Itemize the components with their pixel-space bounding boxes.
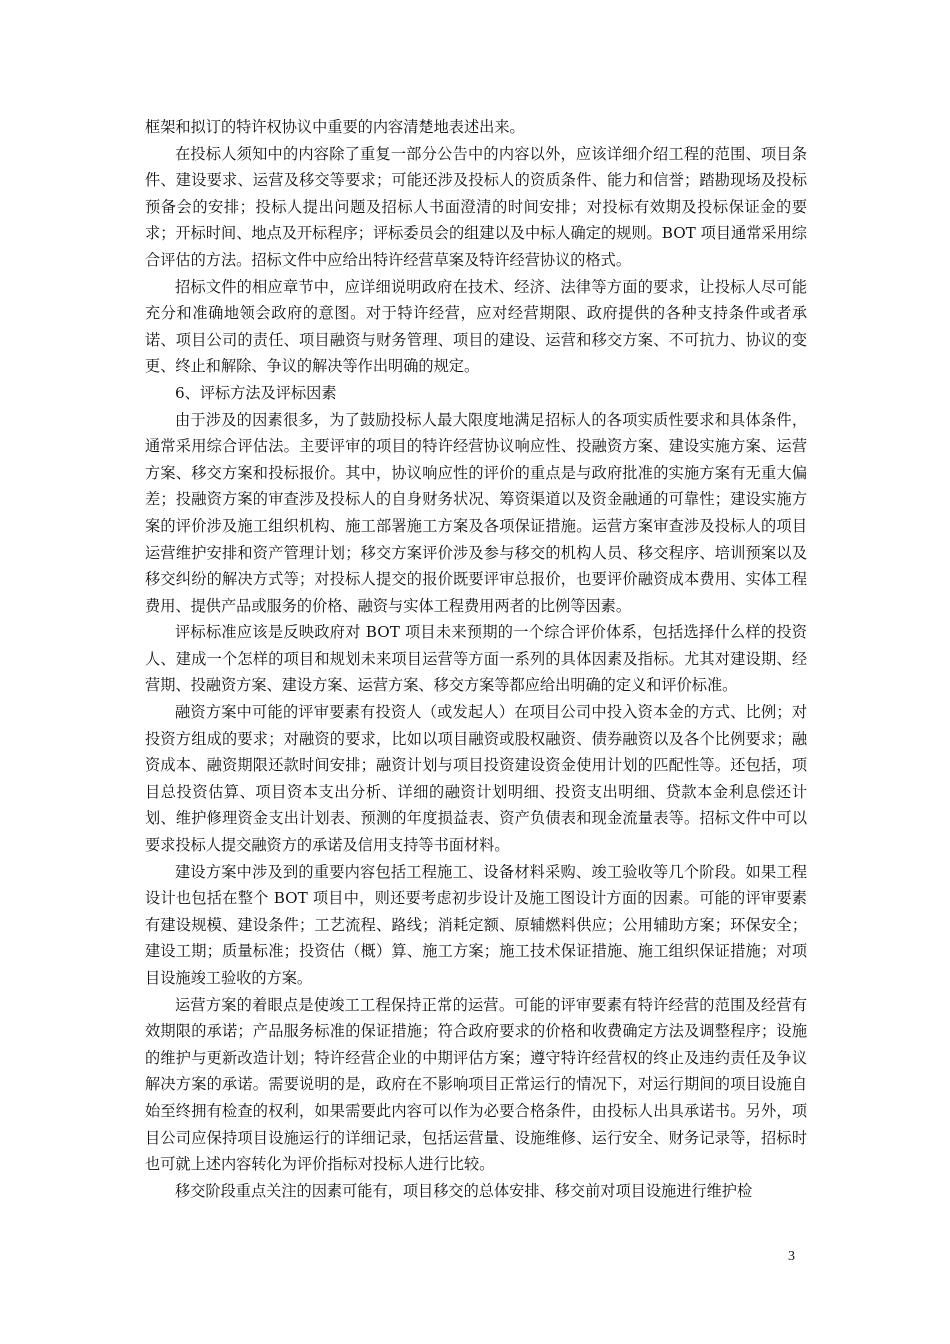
paragraph-bidder-instructions: 在投标人须知中的内容除了重复一部分公告中的内容以外，应该详细介绍工程的范围、项目条件、建设要求、运营及移交等要求；可能还涉及投标人的资质条件、能力和信誉；踏勘现场及投标预备会的安排；投标人提出问题及招标人书面澄清的时间安排；对投标有效期及投标保证金的要求；开标时间、地点及开标程序；评标委员会的组建以及中标人确定的规则。BOT 项目通常采用综合评估的方法。招标文件中应给出特许经营草案及特许经营协议的格式。	[145, 144, 807, 269]
paragraph-construction-plan: 建设方案中涉及到的重要内容包括工程施工、设备材料采购、竣工验收等几个阶段。如果工程设计也包括在整个 BOT 项目中，则还要考虑初步设计及施工图设计方面的因素。可能的评审要素有建设规模、建设条件；工艺流程、路线；消耗定额、原辅燃料供应；公用辅助方案；环保安全；建设工期；质量标准；投资估（概）算、施工方案；施工技术保证措施、施工组织保证措施；对项目设施竣工验收的方案。	[145, 862, 807, 987]
paragraph-tender-sections: 招标文件的相应章节中，应详细说明政府在技术、经济、法律等方面的要求，让投标人尽可能充分和准确地领会政府的意图。对于特许经营，应对经营期限、政府提供的各种支持条件或者承诺、项目公司的责任、项目融资与财务管理、项目的建设、运营和移交方案、不可抗力、协议的变更、终止和解除、争议的解决等作出明确的规定。	[145, 277, 807, 376]
document-body	[145, 114, 807, 1204]
paragraph-financing-plan: 融资方案中可能的评审要素有投资人（或发起人）在项目公司中投入资本金的方式、比例；对投资方组成的要求；对融资的要求，比如以项目融资或股权融资、债券融资以及各个比例要求；融资成本、融资期限还款时间安排；融资计划与项目投资建设资金使用计划的匹配性等。还包括，项目总投资估算、项目资本支出分析、详细的融资计划明细、投资支出明细、贷款本金利息偿还计划、维护修理资金支出计划表、预测的年度损益表、资产负债表和现金流量表等。招标文件中可以要求投标人提交融资方的承诺及信用支持等书面材料。	[145, 703, 807, 855]
paragraph-evaluation-method: 由于涉及的因素很多，为了鼓励投标人最大限度地满足招标人的各项实质性要求和具体条件，通常采用综合评估法。主要评审的项目的特许经营协议响应性、投融资方案、建设实施方案、运营方案、移交方案和投标报价。其中，协议响应性的评价的重点是与政府批准的实施方案有无重大偏差；投融资方案的审查涉及投标人的自身财务状况、筹资渠道以及资金融通的可靠性；建设实施方案的评价涉及施工组织机构、施工部署施工方案及各项保证措施。运营方案审查涉及投标人的项目运营维护安排和资产管理计划；移交方案评价涉及参与移交的机构人员、移交程序、培训预案以及移交纠纷的解决方式等；对投标人提交的报价既要评审总报价，也要评价融资成本费用、实体工程费用、提供产品或服务的价格、融资与实体工程费用两者的比例等因素。	[145, 410, 807, 615]
paragraph-continued: 框架和拟订的特许权协议中重要的内容清楚地表述出来。	[145, 118, 525, 136]
paragraph-evaluation-standard: 评标标准应该是反映政府对 BOT 项目未来预期的一个综合评价体系，包括选择什么样的投资人、建成一个怎样的项目和规划未来项目运营等方面一系列的具体因素及指标。尤其对建设期、经营期、投融资方案、建设方案、运营方案、移交方案等都应给出明确的定义和评价标准。	[145, 623, 807, 695]
section-heading-evaluation: 6、评标方法及评标因素	[175, 383, 337, 402]
page-number: 3	[788, 1249, 795, 1264]
paragraph-transfer-stage: 移交阶段重点关注的因素可能有，项目移交的总体安排、移交前对项目设施进行维护检	[175, 1181, 753, 1200]
paragraph-operation-plan: 运营方案的着眼点是使竣工工程保持正常的运营。可能的评审要素有特许经营的范围及经营有效期限的承诺；产品服务标准的保证措施；符合政府要求的价格和收费确定方法及调整程序；设施的维护与更新改造计划；特许经营企业的中期评估方案；遵守特许经营权的终止及违约责任及争议解决方案的承诺。需要说明的是，政府在不影响项目正常运行的情况下，对运行期间的项目设施自始至终拥有检查的权利，如果需要此内容可以作为必要合格条件，由投标人出具承诺书。另外，项目公司应保持项目设施运行的详细记录，包括运营量、设施维修、运行安全、财务记录等，招标时也可就上述内容转化为评价指标对投标人进行比较。	[145, 995, 807, 1174]
